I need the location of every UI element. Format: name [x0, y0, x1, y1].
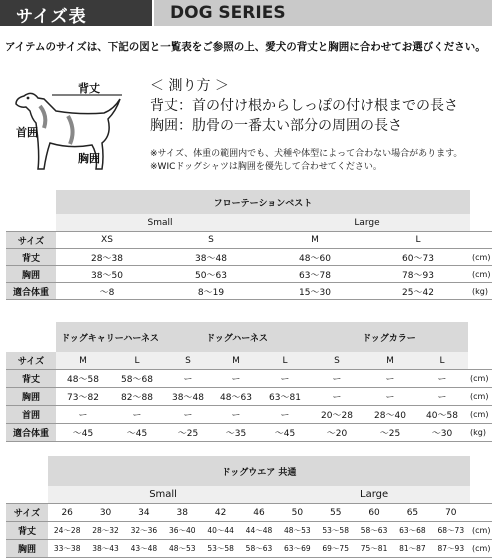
- table2-cell: ー: [364, 370, 416, 388]
- table2-cell: 40〜58: [416, 406, 468, 424]
- table3-cell: 38: [163, 504, 201, 522]
- table2-cell: 20〜28: [310, 406, 364, 424]
- table3-row-label: サイズ: [6, 504, 48, 522]
- table3-cell: 55: [317, 504, 355, 522]
- table3-cell: 69〜75: [317, 540, 355, 558]
- table2-cell: L: [110, 352, 164, 370]
- label-back-length: 背丈: [78, 82, 100, 95]
- table3-group-large: Large: [278, 486, 470, 504]
- note-1: ※サイズ、体重の範囲内でも、犬種や体型によって合わない場合があります。: [150, 149, 463, 159]
- table3-cell: 40〜44: [201, 522, 239, 540]
- table2-unit: (cm): [468, 406, 492, 424]
- table1-cell: 50〜63: [158, 266, 264, 283]
- table2-cell: ー: [212, 406, 260, 424]
- table1-row-label: 胸囲: [6, 266, 56, 283]
- table2-cell: 38〜48: [164, 388, 212, 406]
- table1-cell: 78〜93: [366, 266, 470, 283]
- table2-group-collar: ドッグカラー: [310, 322, 468, 352]
- table3-cell: 36〜40: [163, 522, 201, 540]
- table2-cell: M: [212, 352, 260, 370]
- table3-cell: 65: [393, 504, 431, 522]
- table1-row-label: 適合体重: [6, 283, 56, 300]
- table2-cell: 〜30: [416, 424, 468, 442]
- series-title: DOG SERIES: [170, 3, 286, 23]
- table2-group-carry-harness: ドッグキャリーハーネス: [56, 322, 164, 352]
- notes: [150, 148, 462, 174]
- page-title: サイズ表: [16, 7, 87, 27]
- note-2: ※WICドッグシャツは胸囲を優先して合わせてください。: [150, 162, 382, 172]
- table3-group-small: Small: [48, 486, 278, 504]
- table1-unit: (kg): [470, 283, 492, 300]
- table1-cell: L: [366, 232, 470, 249]
- table3-unit: (cm): [470, 522, 492, 540]
- table1-cell: 63〜78: [264, 266, 366, 283]
- table3-cell: 48〜53: [278, 522, 316, 540]
- table-harness-collar: [6, 322, 492, 442]
- table1-cell: 48〜60: [264, 249, 366, 266]
- table1-cell: M: [264, 232, 366, 249]
- table2-cell: ー: [416, 388, 468, 406]
- table3-cell: 58〜63: [355, 522, 393, 540]
- table3-cell: 53〜58: [317, 522, 355, 540]
- table2-cell: 〜45: [56, 424, 110, 442]
- table3-cell: 58〜63: [240, 540, 278, 558]
- table1-cell: 〜8: [56, 283, 158, 300]
- table1-row-label: サイズ: [6, 232, 56, 249]
- table2-cell: 48〜58: [56, 370, 110, 388]
- table1-cell: S: [158, 232, 264, 249]
- intro-text: アイテムのサイズは、下記の図と一覧表をご参照の上、愛犬の背丈と胸囲に合わせてお選びください。: [5, 41, 486, 53]
- table1-cell: 15〜30: [264, 283, 366, 300]
- table2-cell: 〜45: [260, 424, 310, 442]
- table3-cell: 24〜28: [48, 522, 86, 540]
- table1-title: フローテーションベスト: [56, 190, 470, 214]
- table1-cell: 25〜42: [366, 283, 470, 300]
- table2-cell: ー: [110, 406, 164, 424]
- table3-row-label: 胸囲: [6, 540, 48, 558]
- table3-cell: 63〜68: [393, 522, 431, 540]
- table2-cell: 〜20: [310, 424, 364, 442]
- table3-cell: 60: [355, 504, 393, 522]
- table2-row-label: 適合体重: [6, 424, 56, 442]
- table1-cell: 60〜73: [366, 249, 470, 266]
- table3-cell: 81〜87: [393, 540, 431, 558]
- table3-cell: 32〜36: [125, 522, 163, 540]
- header-bar: [0, 0, 492, 26]
- table3-cell: 68〜73: [432, 522, 470, 540]
- table2-group-harness: ドッグハーネス: [164, 322, 310, 352]
- table3-cell: 26: [48, 504, 86, 522]
- table2-row-label: 背丈: [6, 370, 56, 388]
- table2-cell: 〜25: [364, 424, 416, 442]
- table1-group-small: Small: [56, 214, 264, 232]
- table1-cell: XS: [56, 232, 158, 249]
- table3-cell: 42: [201, 504, 239, 522]
- table1-group-large: Large: [264, 214, 470, 232]
- table2-cell: L: [416, 352, 468, 370]
- howto-line-back: 背丈：首の付け根からしっぽの付け根までの長さ: [150, 98, 458, 114]
- table3-title: ドッグウエア 共通: [48, 456, 470, 486]
- table3-cell: 87〜93: [432, 540, 470, 558]
- table2-cell: L: [260, 352, 310, 370]
- table2-cell: ー: [310, 370, 364, 388]
- table1-unit: (cm): [470, 266, 492, 283]
- table3-cell: 30: [86, 504, 124, 522]
- label-neck: 首囲: [16, 126, 38, 139]
- table2-cell: 73〜82: [56, 388, 110, 406]
- table2-cell: 58〜68: [110, 370, 164, 388]
- label-chest: 胸囲: [78, 152, 100, 165]
- table1-unit: (cm): [470, 249, 492, 266]
- table3-cell: 75〜81: [355, 540, 393, 558]
- measurement-instructions: [150, 76, 458, 136]
- table3-cell: 33〜38: [48, 540, 86, 558]
- table3-cell: 48〜53: [163, 540, 201, 558]
- table3-cell: 63〜69: [278, 540, 316, 558]
- table3-cell: 70: [432, 504, 470, 522]
- table2-cell: 82〜88: [110, 388, 164, 406]
- table2-cell: S: [310, 352, 364, 370]
- table3-cell: 44〜48: [240, 522, 278, 540]
- table1-cell: 38〜48: [158, 249, 264, 266]
- table2-unit: (cm): [468, 370, 492, 388]
- table2-cell: 63〜81: [260, 388, 310, 406]
- table2-cell: ー: [310, 388, 364, 406]
- table3-cell: 50: [278, 504, 316, 522]
- table1-row-label: 背丈: [6, 249, 56, 266]
- table2-cell: S: [164, 352, 212, 370]
- table2-row-label: サイズ: [6, 352, 56, 370]
- table2-cell: 28〜40: [364, 406, 416, 424]
- table2-cell: 48〜63: [212, 388, 260, 406]
- howto-line-chest: 胸囲：肋骨の一番太い部分の周囲の長さ: [150, 118, 402, 134]
- table3-unit: (cm): [470, 540, 492, 558]
- table2-row-label: 首囲: [6, 406, 56, 424]
- table3-cell: 43〜48: [125, 540, 163, 558]
- table1-cell: 38〜50: [56, 266, 158, 283]
- table2-cell: ー: [164, 406, 212, 424]
- table2-unit: (cm): [468, 388, 492, 406]
- table2-cell: M: [364, 352, 416, 370]
- table3-cell: 28〜32: [86, 522, 124, 540]
- table2-cell: ー: [364, 388, 416, 406]
- table-flotation-vest: [6, 190, 492, 300]
- table2-cell: ー: [164, 370, 212, 388]
- table1-cell: 8〜19: [158, 283, 264, 300]
- table2-row-label: 胸囲: [6, 388, 56, 406]
- table2-cell: ー: [56, 406, 110, 424]
- table2-cell: ー: [416, 370, 468, 388]
- table2-cell: M: [56, 352, 110, 370]
- table1-cell: 28〜38: [56, 249, 158, 266]
- table2-unit: (kg): [468, 424, 492, 442]
- table3-cell: 34: [125, 504, 163, 522]
- table3-cell: 38〜43: [86, 540, 124, 558]
- table2-cell: 〜45: [110, 424, 164, 442]
- table3-row-label: 背丈: [6, 522, 48, 540]
- table3-cell: 53〜58: [201, 540, 239, 558]
- table-dogwear: [6, 456, 492, 558]
- table3-cell: 46: [240, 504, 278, 522]
- table2-cell: 〜25: [164, 424, 212, 442]
- table2-cell: ー: [260, 406, 310, 424]
- howto-heading: ＜ 測り方 ＞: [150, 78, 229, 94]
- table2-cell: ー: [212, 370, 260, 388]
- table2-cell: 〜35: [212, 424, 260, 442]
- table2-cell: ー: [260, 370, 310, 388]
